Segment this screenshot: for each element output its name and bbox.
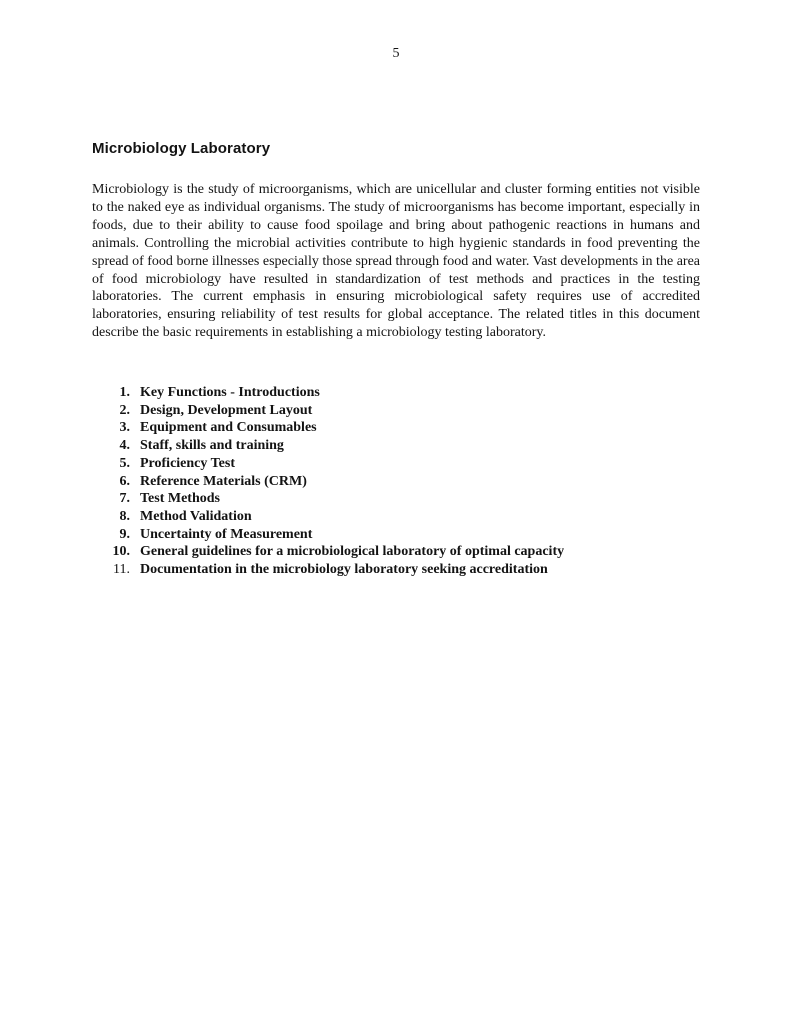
list-item bbox=[92, 402, 700, 420]
list-item-number: 3. bbox=[119, 420, 130, 436]
list-item bbox=[92, 419, 700, 437]
page-number: 5 bbox=[392, 46, 400, 61]
list-item bbox=[92, 508, 700, 526]
list-item-label: Key Functions - Introductions bbox=[140, 385, 320, 400]
list-item-label: Documentation in the microbiology laboratory seeking accreditation bbox=[140, 562, 548, 578]
list-item-label: Uncertainty of Measurement bbox=[140, 526, 313, 542]
list-item-label: Equipment and Consumables bbox=[140, 420, 317, 436]
list-item-number: 8. bbox=[119, 508, 130, 524]
list-item bbox=[92, 384, 700, 402]
list-item-number: 7. bbox=[119, 491, 130, 507]
list-item-label: Test Methods bbox=[140, 491, 220, 507]
list-item-label: Design, Development Layout bbox=[140, 402, 313, 418]
list-item-number: 6. bbox=[119, 473, 130, 489]
list-item bbox=[92, 455, 700, 473]
list-item bbox=[92, 437, 700, 455]
list-item bbox=[92, 561, 700, 579]
numbered-list bbox=[92, 384, 700, 579]
list-item-label: Proficiency Test bbox=[140, 455, 236, 471]
list-item-label: Method Validation bbox=[140, 508, 252, 524]
list-item bbox=[92, 473, 700, 491]
list-item-number: 2. bbox=[119, 402, 130, 418]
list-item-label: Reference Materials (CRM) bbox=[140, 473, 307, 489]
list-item-label: Staff, skills and training bbox=[140, 438, 284, 454]
list-item bbox=[92, 490, 700, 508]
list-item bbox=[92, 526, 700, 544]
list-item-number: 11. bbox=[113, 562, 130, 578]
list-item-label: General guidelines for a microbiological laboratory of optimal capacity bbox=[140, 544, 565, 560]
list-item-number: 5. bbox=[119, 455, 130, 471]
section-heading: Microbiology Laboratory bbox=[92, 140, 271, 158]
list-item-number: 9. bbox=[119, 526, 130, 542]
intro-paragraph: Microbiology is the study of microorganisms, which are unicellular and cluster forming entities not visible to the naked eye as individual organisms. The study of microorganisms has become important, especially in foods, due to their ability to cause food spoilage and bring about pathogenic reactions in humans and animals. Controlling the microbial activities contribute to high hygienic standards in food preventing the spread of food borne illnesses especially those spread through food and water. Vast developments in the area of food microbiology have resulted in standardization of test methods and practices in the testing laboratories. The current emphasis in ensuring microbiological safety requires use of accredited laboratories, ensuring reliability of test results for global acceptance. The related titles in this document describe the basic requirements in establishing a microbiology testing laboratory. bbox=[92, 182, 700, 341]
list-item bbox=[92, 543, 700, 561]
list-item-number: 4. bbox=[119, 438, 130, 454]
list-item-number: 10. bbox=[112, 544, 130, 560]
list-item-number: 1. bbox=[119, 385, 130, 400]
